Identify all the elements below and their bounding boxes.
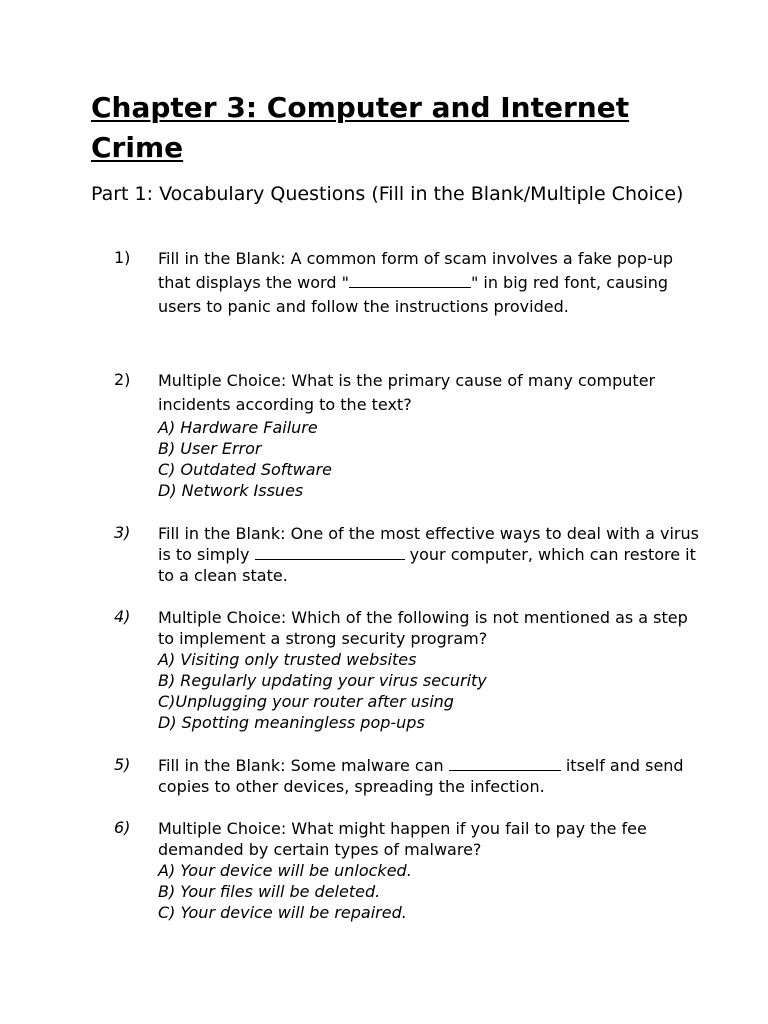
answer-blank xyxy=(349,273,471,288)
question-number: 4) xyxy=(114,607,131,626)
question-body xyxy=(158,818,703,923)
question-text-before: Fill in the Blank: A common form of scam involves a fake pop-up that displays the word " xyxy=(158,249,674,292)
question-text: Multiple Choice: Which of the following is not mentioned as a step to implement a strong security program? xyxy=(158,608,688,648)
answer-option: B) User Error xyxy=(158,439,262,458)
answer-options xyxy=(158,649,703,733)
question-text: Multiple Choice: What is the primary cause of many computer incidents according to the text? xyxy=(158,371,656,414)
question-body xyxy=(158,369,703,501)
question-2 xyxy=(114,369,714,501)
question-6 xyxy=(114,818,714,923)
question-4 xyxy=(114,607,714,733)
question-1 xyxy=(114,247,714,319)
question-number: 3) xyxy=(114,523,131,542)
question-text xyxy=(158,755,703,797)
question-number: 6) xyxy=(114,818,131,837)
question-text-before: Fill in the Blank: One of the most effective ways to deal with a virus is to simply xyxy=(158,524,699,564)
answer-options xyxy=(158,860,703,923)
question-text-before: Fill in the Blank: Some malware can xyxy=(158,756,449,775)
question-text-after: your computer, which can restore it to a clean state. xyxy=(158,545,696,585)
chapter-title: Chapter 3: Computer and Internet Crime xyxy=(91,91,630,164)
question-3 xyxy=(114,523,714,586)
question-number: 5) xyxy=(114,755,131,774)
question-text-after: itself and send copies to other devices, spreading the infection. xyxy=(158,756,684,796)
answer-option: D) Spotting meaningless pop-ups xyxy=(158,713,425,732)
question-body xyxy=(158,607,703,733)
question-text-after: " in big red font, causing users to panic and follow the instructions provided. xyxy=(158,273,669,316)
question-text: Multiple Choice: What might happen if you fail to pay the fee demanded by certain types of malware? xyxy=(158,819,647,859)
answer-option: B) Regularly updating your virus security xyxy=(158,671,487,690)
answer-option: C)Unplugging your router after using xyxy=(158,692,454,711)
answer-blank xyxy=(449,756,561,771)
question-number: 2) xyxy=(114,370,131,389)
question-5 xyxy=(114,755,714,797)
answer-option: A) Visiting only trusted websites xyxy=(158,650,417,669)
answer-option: A) Your device will be unlocked. xyxy=(158,861,412,880)
answer-options xyxy=(158,417,703,501)
answer-option: A) Hardware Failure xyxy=(158,418,318,437)
question-text xyxy=(158,523,703,586)
part-heading: Part 1: Vocabulary Questions (Fill in the Blank/Multiple Choice) xyxy=(91,183,684,205)
answer-option: C) Your device will be repaired. xyxy=(158,903,407,922)
question-text xyxy=(158,247,703,319)
answer-option: C) Outdated Software xyxy=(158,460,332,479)
answer-blank xyxy=(255,545,405,560)
question-number: 1) xyxy=(114,248,131,267)
answer-option: D) Network Issues xyxy=(158,481,304,500)
answer-option: B) Your files will be deleted. xyxy=(158,882,381,901)
